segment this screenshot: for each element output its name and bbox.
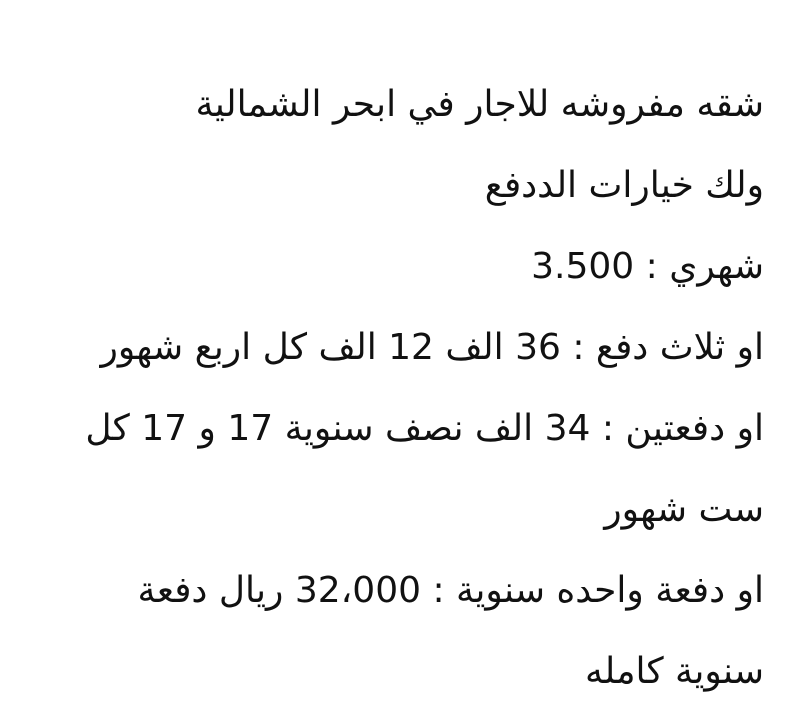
three-payments-option: او ثلاث دفع : 36 الف 12 الف كل اربع شهور [100,327,764,368]
monthly-payment-option: شهري : 3.500 [531,246,764,287]
payment-options-heading: ولك خيارات الددفع [484,165,764,206]
single-annual-payment-option: او دفعة واحده سنوية : 32،000 ريال دفعة سنوية كامله [137,570,764,692]
two-payments-option: او دفعتين : 34 الف نصف سنوية 17 و 17 كل ست شهور [85,408,764,530]
listing-title: شقه مفروشه للاجار في ابحر الشمالية [195,84,764,125]
